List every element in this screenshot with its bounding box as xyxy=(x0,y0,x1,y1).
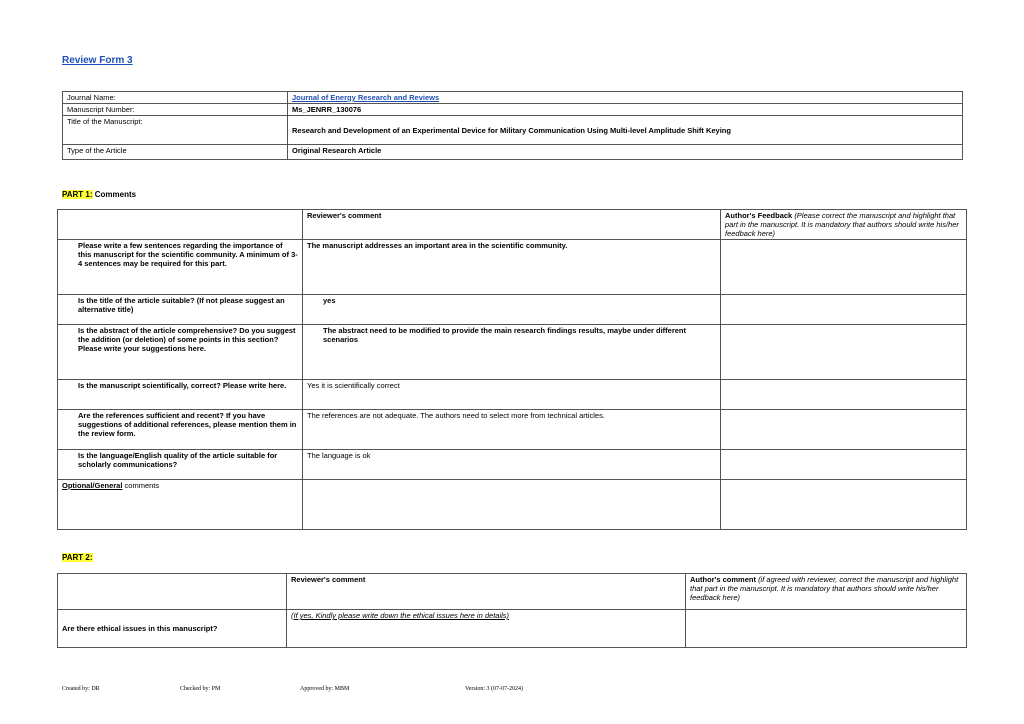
ethical-question: Are there ethical issues in this manuscript? xyxy=(58,610,287,648)
author-feedback-header: Author's Feedback (Please correct the manuscript and highlight that part in the manuscript. It is mandatory that authors should write his/her feedback here) xyxy=(721,210,967,240)
reviewer-comment-header: Reviewer's comment xyxy=(287,574,686,610)
form-title: Review Form 3 xyxy=(62,55,133,66)
reviewer-comment-header: Reviewer's comment xyxy=(303,210,721,240)
manuscript-info-table xyxy=(62,91,963,160)
ethical-hint[interactable]: (If yes, Kindly please write down the ethical issues here in details) xyxy=(287,610,686,648)
type-label: Type of the Article xyxy=(63,145,288,160)
footer-version: Version: 3 (07-07-2024) xyxy=(465,686,523,692)
part1-label: PART 1: xyxy=(62,190,93,199)
footer-checked: Checked by: PM xyxy=(180,686,221,692)
table-row: Is the manuscript scientifically, correct? Please write here. Yes it is scientifically correct xyxy=(58,380,967,410)
optional-comments-label: Optional/General comments xyxy=(58,480,303,530)
journal-link[interactable]: Journal of Energy Research and Reviews xyxy=(292,93,440,102)
journal-label: Journal Name: xyxy=(63,92,288,104)
footer-approved: Approved by: MBM xyxy=(300,686,350,692)
type-value: Original Research Article xyxy=(288,145,963,160)
table-row: Please write a few sentences regarding the importance of this manuscript for the scientific community. A minimum of 3-4 sentences may be required for this part. The manuscript addresses an important area in the scientific community. xyxy=(58,240,967,295)
part2-heading xyxy=(62,553,93,562)
table-row: Is the language/English quality of the article suitable for scholarly communications? The language is ok xyxy=(58,450,967,480)
part2-table xyxy=(57,573,967,648)
part1-table xyxy=(57,209,967,530)
manuscript-number-label: Manuscript Number: xyxy=(63,104,288,116)
table-row: Is the title of the article suitable? (If not please suggest an alternative title) yes xyxy=(58,295,967,325)
author-feedback-cell[interactable] xyxy=(721,295,967,325)
title-value: Research and Development of an Experimental Device for Military Communication Using Multi-level Amplitude Shift Keying xyxy=(288,116,963,145)
part2-label: PART 2: xyxy=(62,553,93,562)
table-row: Is the abstract of the article comprehensive? Do you suggest the addition (or deletion) of some points in this section? Please write your suggestions here. The abstract need to be modified to provide the main research findings results, maybe under different scenarios xyxy=(58,325,967,380)
part1-suffix: Comments xyxy=(94,190,137,199)
manuscript-number-value: Ms_JENRR_130076 xyxy=(288,104,963,116)
author-feedback-cell[interactable] xyxy=(721,380,967,410)
author-comment-cell[interactable] xyxy=(686,610,967,648)
author-feedback-cell[interactable] xyxy=(721,480,967,530)
table-row xyxy=(58,480,967,530)
author-comment-header: Author's comment (if agreed with reviewer, correct the manuscript and highlight that part in the manuscript. It is mandatory that authors should write his/her feedback here) xyxy=(686,574,967,610)
author-feedback-cell[interactable] xyxy=(721,325,967,380)
table-row xyxy=(58,610,967,648)
author-feedback-cell[interactable] xyxy=(721,240,967,295)
table-row: Are the references sufficient and recent? If you have suggestions of additional references, please mention them in the review form. The references are not adequate. The authors need to select more from technical articles. xyxy=(58,410,967,450)
footer-created: Created by: DR xyxy=(62,686,100,692)
title-label: Title of the Manuscript: xyxy=(63,116,288,145)
optional-comments-cell[interactable] xyxy=(303,480,721,530)
author-feedback-cell[interactable] xyxy=(721,450,967,480)
part1-heading xyxy=(62,190,136,199)
author-feedback-cell[interactable] xyxy=(721,410,967,450)
